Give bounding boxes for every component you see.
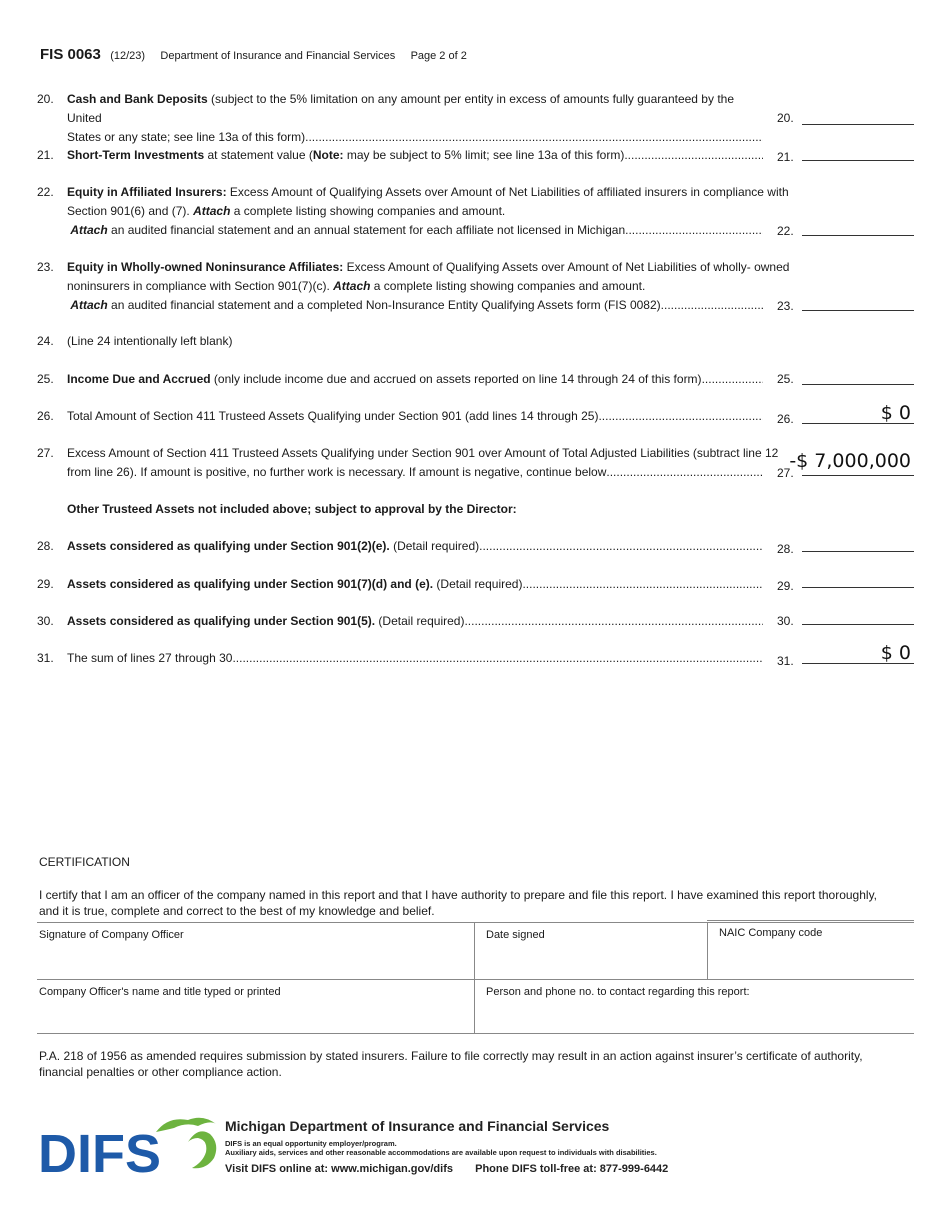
line-23-amount-field[interactable] <box>802 292 914 311</box>
line-text: an audited financial statement and an annual statement for each affiliate not licensed in Michigan <box>107 223 626 237</box>
line-text: a complete listing showing companies and amount. <box>230 204 506 218</box>
dot-leader <box>661 296 763 315</box>
line-ref: 23. <box>777 299 794 313</box>
naic-code-field[interactable] <box>719 927 909 975</box>
contact-person-label: Person and phone no. to contact regarding this report: <box>486 986 750 998</box>
line-26-amount: $ 0 <box>880 402 911 424</box>
line-text: a complete listing showing companies and amount. <box>370 279 646 293</box>
difs-logo-text: DIFS <box>38 1124 162 1178</box>
form-code: FIS 0063 <box>40 46 101 63</box>
line-28 <box>37 537 917 556</box>
line-29 <box>37 575 917 594</box>
line-text: from line 26). If amount is positive, no further work is necessary. If amount is negative, continue below <box>67 465 607 479</box>
line-number: 25. <box>37 372 54 386</box>
dot-leader <box>305 128 763 147</box>
signature-field[interactable] <box>39 929 469 977</box>
line-26 <box>37 402 917 426</box>
dot-leader <box>232 649 763 668</box>
line-ref: 30. <box>777 614 794 628</box>
officer-name-label: Company Officer's name and title typed or printed <box>39 986 281 998</box>
form-header <box>40 46 479 63</box>
line-ref: 31. <box>777 654 794 668</box>
line-22-amount-field[interactable] <box>802 217 914 236</box>
line-23 <box>37 258 917 315</box>
line-ref: 26. <box>777 412 794 426</box>
attach-label: Attach <box>193 204 231 218</box>
certification-title: CERTIFICATION <box>39 855 130 869</box>
line-22 <box>37 183 917 240</box>
footer-title: Michigan Department of Insurance and Financial Services <box>225 1118 610 1134</box>
line-27 <box>37 444 917 482</box>
line-title: Assets considered as qualifying under Section 901(7)(d) and (e). <box>67 577 434 591</box>
line-27-amount: -$ 7,000,000 <box>789 450 911 472</box>
line-number: 24. <box>37 334 54 348</box>
line-31-amount-field[interactable] <box>802 642 914 664</box>
pa-notice: P.A. 218 of 1956 as amended requires submission by stated insurers. Failure to file correctly may result in an action against insurer’s certificate of authority, financial penalties or other compliance action. <box>39 1049 863 1079</box>
dot-leader <box>625 221 763 240</box>
line-ref: 22. <box>777 224 794 238</box>
department-name: Department of Insurance and Financial Services <box>160 50 396 62</box>
line-21 <box>37 146 917 165</box>
line-text: noninsurers in compliance with Section 901(7)(c). <box>67 279 334 293</box>
dot-leader <box>464 612 763 631</box>
attach-label: Attach <box>333 279 371 293</box>
certification-grid <box>37 922 914 1034</box>
line-ref: 27. <box>777 466 794 480</box>
line-text: an audited financial statement and a completed Non-Insurance Entity Qualifying Assets form (FIS 0082) <box>107 298 661 312</box>
line-ref: 20. <box>777 111 794 125</box>
line-title: Assets considered as qualifying under Section 901(2)(e). <box>67 539 390 553</box>
line-text: States or any state; see line 13a of this form) <box>67 130 306 144</box>
line-text: (Detail required) <box>389 539 480 553</box>
line-ref: 21. <box>777 150 794 164</box>
line-text: Section 901(6) and (7). <box>67 204 194 218</box>
line-30 <box>37 612 917 631</box>
line-title: Assets considered as qualifying under Section 901(5). <box>67 614 376 628</box>
dot-leader <box>598 407 763 426</box>
dot-leader <box>522 575 763 594</box>
line-text: Excess Amount of Qualifying Assets over Amount of Net Liabilities of affiliated insurers in compliance with <box>226 185 789 199</box>
line-number: 20. <box>37 92 54 106</box>
line-number: 30. <box>37 614 54 628</box>
dot-leader <box>606 463 763 482</box>
line-25 <box>37 370 917 389</box>
line-text: may be subject to 5% limit; see line 13a of this form) <box>343 148 625 162</box>
line-text: at statement value ( <box>204 148 313 162</box>
date-signed-label: Date signed <box>486 929 545 941</box>
dot-leader <box>479 537 763 556</box>
line-title: Equity in Affiliated Insurers: <box>67 185 227 199</box>
line-20 <box>37 90 917 147</box>
phone-number: Phone DIFS toll-free at: 877-999-6442 <box>475 1163 669 1175</box>
line-text: Excess Amount of Section 411 Trusteed Assets Qualifying under Section 901 over Amount of Total Adjusted Liabilities (subtract line 12 <box>67 446 779 460</box>
difs-logo <box>38 1112 223 1178</box>
footer-contact <box>225 1163 668 1175</box>
line-number: 23. <box>37 260 54 274</box>
line-text: (Detail required) <box>433 577 523 591</box>
line-number: 27. <box>37 446 54 460</box>
line-number: 29. <box>37 577 54 591</box>
line-31 <box>37 642 917 668</box>
line-title: Equity in Wholly-owned Noninsurance Affiliates: <box>67 260 344 274</box>
line-ref: 25. <box>777 372 794 386</box>
line-text: Total Amount of Section 411 Trusteed Assets Qualifying under Section 901 (add lines 14 through 25) <box>67 409 599 423</box>
footer-notices <box>225 1139 657 1157</box>
line-title: Cash and Bank Deposits <box>67 92 208 106</box>
website-link[interactable]: Visit DIFS online at: www.michigan.gov/difs <box>225 1163 453 1175</box>
form-revision: (12/23) <box>110 50 146 62</box>
dot-leader <box>624 146 763 165</box>
line-text: Excess Amount of Qualifying Assets over Amount of Net Liabilities of wholly- owned <box>343 260 790 274</box>
line-21-amount-field[interactable] <box>802 142 914 161</box>
line-26-amount-field[interactable] <box>802 402 914 424</box>
line-number: 31. <box>37 651 54 665</box>
line-title: Income Due and Accrued <box>67 372 211 386</box>
signature-label: Signature of Company Officer <box>39 929 184 941</box>
line-number: 21. <box>37 148 54 162</box>
line-text: (subject to the 5% limitation on any amount per entity in excess of amounts fully guaranteed by the United <box>67 92 734 125</box>
line-24 <box>37 332 917 351</box>
attach-label: Attach <box>70 298 108 312</box>
difs-logo-graphic <box>38 1112 223 1178</box>
other-assets-heading <box>37 500 917 519</box>
certification-text: I certify that I am an officer of the company named in this report and that I have authority to prepare and file this report. I have examined this report thoroughly, and it is true, complete and correct to the best of my knowledge and belief. <box>39 888 878 918</box>
line-number: 26. <box>37 409 54 423</box>
line-text: (only include income due and accrued on assets reported on line 14 through 24 of this form) <box>210 372 702 386</box>
line-25-amount-field[interactable] <box>802 366 914 385</box>
line-28-amount-field[interactable] <box>802 533 914 552</box>
attach-label: Attach <box>70 223 108 237</box>
line-ref: 29. <box>777 579 794 593</box>
line-31-amount: $ 0 <box>880 642 911 664</box>
line-text: (Line 24 intentionally left blank) <box>67 334 233 348</box>
line-20-amount-field[interactable] <box>802 106 914 125</box>
line-number: 22. <box>37 185 54 199</box>
note-label: Note: <box>312 148 344 162</box>
date-signed-field[interactable] <box>486 929 701 977</box>
naic-code-label: NAIC Company code <box>719 927 823 939</box>
line-29-amount-field[interactable] <box>802 569 914 588</box>
line-27-amount-field[interactable] <box>789 450 914 476</box>
contact-person-field[interactable] <box>486 986 906 1030</box>
line-ref: 28. <box>777 542 794 556</box>
line-number: 28. <box>37 539 54 553</box>
page-number: Page 2 of 2 <box>410 50 467 62</box>
officer-name-field[interactable] <box>39 986 469 1030</box>
section-heading: Other Trusteed Assets not included above; subject to approval by the Director: <box>67 502 517 516</box>
line-text: (Detail required) <box>375 614 465 628</box>
line-title: Short-Term Investments <box>67 148 205 162</box>
line-text: The sum of lines 27 through 30 <box>67 651 233 665</box>
dot-leader <box>702 370 763 389</box>
accommodations-text: Auxiliary aids, services and other reasonable accommodations are available upon request to individuals with disabilities. <box>225 1148 657 1157</box>
equal-opportunity-text: DIFS is an equal opportunity employer/program. <box>225 1139 397 1148</box>
line-30-amount-field[interactable] <box>802 606 914 625</box>
